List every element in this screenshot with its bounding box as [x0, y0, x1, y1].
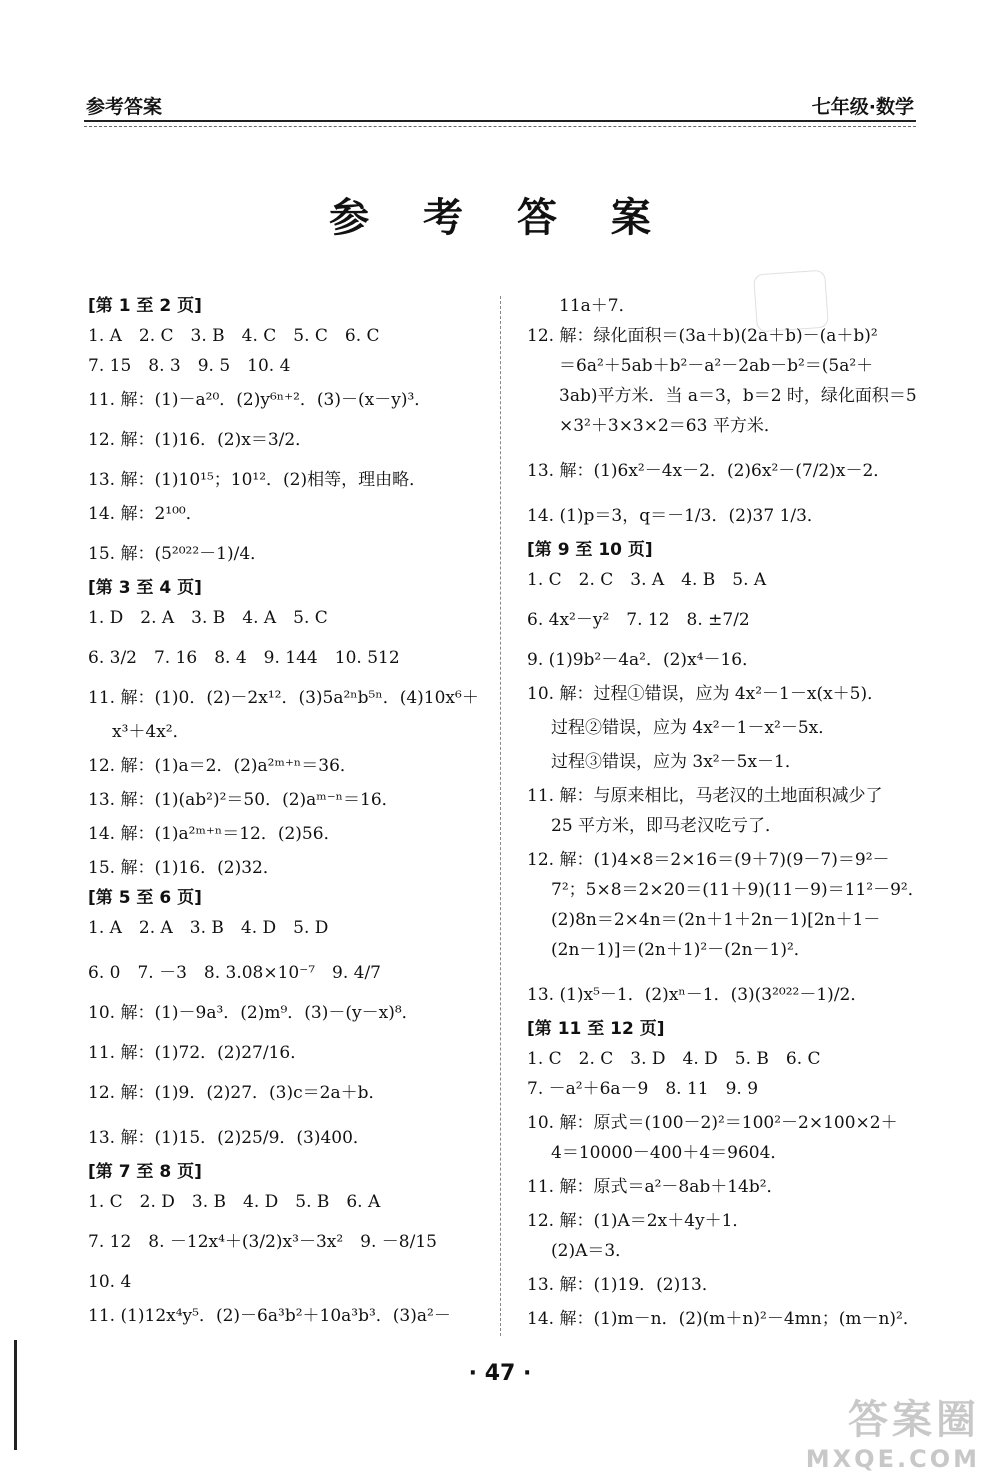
answer-line: 9. (1)9b²－4a²．(2)x⁴－16． — [527, 650, 760, 670]
section-header: [第 7 至 8 页] — [88, 1162, 202, 1182]
answer-line-continued: ×3²＋3×3×2＝63 平方米． — [559, 416, 781, 436]
answer-line: 11. 解：原式＝a²－8ab＋14b²． — [527, 1177, 784, 1197]
answer-line: 15. 解：(1)16．(2)32． — [88, 858, 280, 878]
answer-line-continued: 7²；5×8＝2×20＝(11＋9)(11－9)＝11²－9²． — [551, 880, 925, 900]
column-divider — [500, 296, 501, 1336]
answer-line: 10. 解：过程①错误，应为 4x²－1－x(x＋5)． — [527, 684, 885, 704]
section-header: [第 5 至 6 页] — [88, 888, 202, 908]
answer-line: 14. 解：(1)a²ᵐ⁺ⁿ＝12．(2)56． — [88, 824, 341, 844]
answer-line-continued: ＝6a²＋5ab＋b²－a²－2ab－b²＝(5a²＋ — [559, 356, 874, 376]
header-rule-dashed — [84, 126, 916, 127]
answer-line: 13. 解：(1)15．(2)25/9．(3)400． — [88, 1128, 370, 1148]
answer-line: 12. 解：(1)4×8＝2×16＝(9＋7)(9－7)＝9²－ — [527, 850, 890, 870]
answer-line: 13. (1)x⁵－1．(2)xⁿ－1．(3)(3²⁰²²－1)/2． — [527, 985, 868, 1005]
answer-line: 14. 解：2¹⁰⁰． — [88, 504, 203, 524]
answer-line: 12. 解：(1)A＝2x＋4y＋1． — [527, 1211, 750, 1231]
answer-line-continued: 25 平方米，即马老汉吃亏了． — [551, 816, 783, 836]
watermark-text: 答案圈 — [848, 1397, 980, 1443]
answer-line: 13. 解：(1)19．(2)13． — [527, 1275, 719, 1295]
answer-line: 13. 解：(1)10¹⁵；10¹²．(2)相等，理由略． — [88, 470, 427, 490]
answer-line: 13. 解：(1)6x²－4x－2．(2)6x²－(7/2)x－2． — [527, 461, 891, 481]
answer-line-continued: 11a＋7． — [559, 296, 636, 316]
answer-line: 10. 4 — [88, 1272, 132, 1292]
answer-line-continued: 3ab)平方米．当 a＝3，b＝2 时，绿化面积＝5 — [559, 386, 917, 406]
answer-line-continued: (2)8n＝2×4n＝(2n＋1＋2n－1)[2n＋1－ — [551, 910, 881, 930]
answer-line: 11. 解：(1)72．(2)27/16． — [88, 1043, 308, 1063]
answer-line: 6. 0 7. －3 8. 3.08×10⁻⁷ 9. 4/7 — [88, 963, 382, 983]
answer-line-continued: (2)A＝3． — [551, 1241, 633, 1261]
section-header: [第 3 至 4 页] — [88, 578, 202, 598]
section-header: [第 9 至 10 页] — [527, 540, 653, 560]
answer-line-continued: 4＝10000－400＋4＝9604． — [551, 1143, 788, 1163]
answer-line: 1. A 2. A 3. B 4. D 5. D — [88, 918, 329, 938]
answer-line-continued: (2n－1)]＝(2n＋1)²－(2n－1)²． — [551, 940, 811, 960]
answer-line-continued: x³＋4x²． — [112, 722, 190, 742]
answer-line: 1. A 2. C 3. B 4. C 5. C 6. C — [88, 326, 380, 346]
answer-line: 1. C 2. C 3. D 4. D 5. B 6. C — [527, 1049, 821, 1069]
answer-line: 11. 解：(1)－a²⁰．(2)y⁶ⁿ⁺²．(3)－(x－y)³． — [88, 390, 432, 410]
header-rule — [84, 120, 916, 122]
answer-line: 12. 解：(1)9．(2)27．(3)c＝2a＋b． — [88, 1083, 386, 1103]
answer-line: 12. 解：(1)a＝2．(2)a²ᵐ⁺ⁿ＝36． — [88, 756, 357, 776]
answer-line: 11. 解：(1)0．(2)－2x¹²．(3)5a²ⁿb⁵ⁿ．(4)10x⁶＋ — [88, 688, 479, 708]
answer-line: 7. 12 8. －12x⁴＋(3/2)x³－3x² 9. －8/15 — [88, 1232, 437, 1252]
answer-line: 7. －a²＋6a－9 8. 11 9. 9 — [527, 1079, 759, 1099]
answer-line: 11. 解：与原来相比，马老汉的土地面积减少了 — [527, 786, 883, 806]
answer-line: 1. C 2. D 3. B 4. D 5. B 6. A — [88, 1192, 381, 1212]
answer-line: 14. (1)p＝3，q＝－1/3．(2)37 1/3． — [527, 506, 824, 526]
watermark-url: MXQE.COM — [805, 1445, 980, 1473]
page-title: 参 考 答 案 — [329, 195, 671, 241]
answer-line: 14. 解：(1)m－n．(2)(m＋n)²－4mn；(m－n)²． — [527, 1309, 920, 1329]
answer-line: 10. 解：(1)－9a³．(2)m⁹．(3)－(y－x)⁸． — [88, 1003, 419, 1023]
answer-line: 11. (1)12x⁴y⁵．(2)－6a³b²＋10a³b³．(3)a²－ — [88, 1306, 451, 1326]
page-number: · 47 · — [468, 1361, 532, 1386]
answer-line: 13. 解：(1)(ab²)²＝50．(2)aᵐ⁻ⁿ＝16． — [88, 790, 399, 810]
left-column — [88, 296, 488, 1326]
answer-line: 7. 15 8. 3 9. 5 10. 4 — [88, 356, 291, 376]
answer-line: 12. 解：绿化面积＝(3a＋b)(2a＋b)－(a＋b)² — [527, 326, 878, 346]
watermark-logo — [806, 1388, 980, 1473]
answer-line: 15. 解：(5²⁰²²－1)/4． — [88, 544, 268, 564]
answer-line-continued: 过程②错误，应为 4x²－1－x²－5x． — [551, 718, 836, 738]
right-column — [527, 296, 927, 1329]
header-left-label: 参考答案 — [86, 96, 163, 118]
answer-line-continued: 过程③错误，应为 3x²－5x－1． — [551, 752, 802, 772]
binding-edge-mark — [14, 1340, 17, 1450]
answer-line: 1. C 2. C 3. A 4. B 5. A — [527, 570, 767, 590]
answer-line: 1. D 2. A 3. B 4. A 5. C — [88, 608, 328, 628]
answer-line: 12. 解：(1)16．(2)x＝3/2． — [88, 430, 313, 450]
answer-line: 6. 4x²－y² 7. 12 8. ±7/2 — [527, 610, 750, 630]
answer-line: 10. 解：原式＝(100－2)²＝100²－2×100×2＋ — [527, 1113, 898, 1133]
header-right-label: 七年级·数学 — [811, 96, 914, 118]
answer-line: 6. 3/2 7. 16 8. 4 9. 144 10. 512 — [88, 648, 400, 668]
section-header: [第 11 至 12 页] — [527, 1019, 665, 1039]
section-header: [第 1 至 2 页] — [88, 296, 202, 316]
